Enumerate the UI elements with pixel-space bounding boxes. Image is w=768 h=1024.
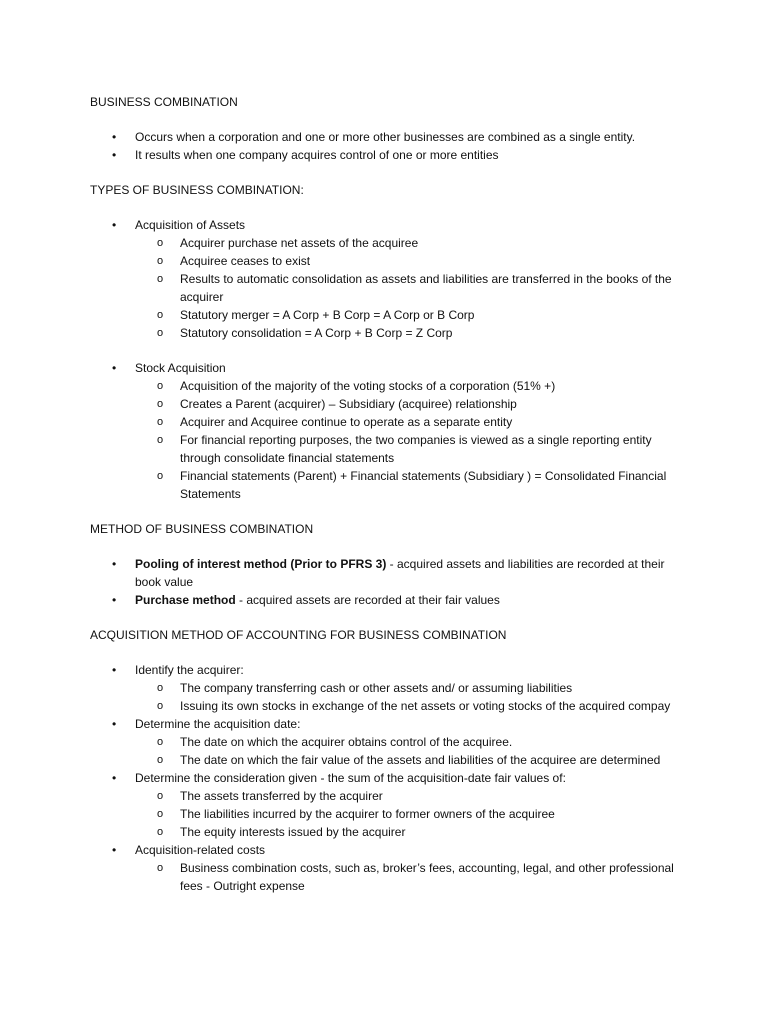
sub-list-item-text: The date on which the acquirer obtains control of the acquiree. <box>180 735 513 749</box>
sub-bullet: o <box>157 682 164 694</box>
sub-list-item <box>90 395 680 413</box>
bullet: • <box>112 843 117 857</box>
sub-bullet: o <box>157 416 164 428</box>
list-item-acquisition-of-assets <box>90 216 680 359</box>
sub-list-item <box>90 823 680 841</box>
list-item-text: Determine the acquisition date: <box>135 717 301 731</box>
sub-bullet: o <box>157 327 164 339</box>
sub-list-item-text: The liabilities incurred by the acquirer to former owners of the acquiree <box>180 807 555 821</box>
sub-list-item <box>90 787 680 805</box>
sub-bullet: o <box>157 700 164 712</box>
sub-list-item-text: Statutory merger = A Corp + B Corp = A Corp or B Corp <box>180 308 475 322</box>
sub-list-item <box>90 324 680 342</box>
sub-bullet: o <box>157 862 164 874</box>
list-item-acquisition-costs <box>90 841 680 895</box>
method-description: - acquired assets are recorded at their fair values <box>235 593 500 607</box>
bullet-list-methods <box>90 555 680 609</box>
sub-bullet: o <box>157 309 164 321</box>
sub-list-item <box>90 679 680 697</box>
sub-bullet: o <box>157 380 164 392</box>
method-description: - acquired assets and liabilities are recorded at their book value <box>135 557 665 589</box>
bullet-list-types <box>90 216 680 503</box>
sub-list-item-text: Acquirer purchase net assets of the acquiree <box>180 236 419 250</box>
sub-list-item <box>90 431 680 467</box>
bullet: • <box>112 218 117 232</box>
bullet: • <box>112 663 117 677</box>
sub-list-item-text: Acquirer and Acquiree continue to operate as a separate entity <box>180 415 513 429</box>
bullet: • <box>112 771 117 785</box>
sub-list-item-text: Statutory consolidation = A Corp + B Corp = Z Corp <box>180 326 453 340</box>
sub-list <box>135 787 680 841</box>
sub-list-item-text: The equity interests issued by the acquirer <box>180 825 406 839</box>
sub-list-item <box>90 467 680 503</box>
list-item-text: It results when one company acquires control of one or more entities <box>135 148 499 162</box>
sub-list-item-text: The company transferring cash or other assets and/ or assuming liabilities <box>180 681 573 695</box>
sub-list <box>135 733 680 769</box>
sub-bullet: o <box>157 434 164 446</box>
sub-bullet: o <box>157 470 164 482</box>
sub-bullet: o <box>157 754 164 766</box>
sub-list-item-text: The date on which the fair value of the assets and liabilities of the acquiree are determined <box>180 753 661 767</box>
bullet: • <box>112 361 117 375</box>
sub-bullet: o <box>157 826 164 838</box>
sub-bullet: o <box>157 398 164 410</box>
heading-business-combination: BUSINESS COMBINATION <box>90 95 238 109</box>
sub-bullet: o <box>157 273 164 285</box>
sub-list-item <box>90 270 680 306</box>
sub-list-item <box>90 859 680 895</box>
sub-bullet: o <box>157 237 164 249</box>
list-item-text: Determine the consideration given - the sum of the acquisition-date fair values of: <box>135 771 566 785</box>
heading-types: TYPES OF BUSINESS COMBINATION: <box>90 183 304 197</box>
list-item-text: Acquisition-related costs <box>135 843 266 857</box>
list-item-text: Acquisition of Assets <box>135 218 246 232</box>
sub-list <box>135 679 680 715</box>
sub-bullet: o <box>157 736 164 748</box>
bullet-list-acquisition-steps <box>90 661 680 895</box>
sub-list-item <box>90 234 680 252</box>
sub-list <box>135 377 680 503</box>
list-item-identify-acquirer <box>90 661 680 715</box>
list-item-stock-acquisition <box>90 359 680 503</box>
bullet: • <box>112 557 117 571</box>
sub-list-item <box>90 751 680 769</box>
document-body <box>90 93 680 895</box>
heading-method: METHOD OF BUSINESS COMBINATION <box>90 522 314 536</box>
sub-list-item <box>90 377 680 395</box>
list-item-text: Occurs when a corporation and one or more other businesses are combined as a single entity. <box>135 130 636 144</box>
sub-list-item-text: Results to automatic consolidation as assets and liabilities are transferred in the books of the acquirer <box>180 272 672 304</box>
sub-bullet: o <box>157 808 164 820</box>
sub-list-item <box>90 805 680 823</box>
sub-list-item <box>90 252 680 270</box>
sub-list-item-text: For financial reporting purposes, the two companies is viewed as a single reporting entity through consolidate financial statements <box>180 433 652 465</box>
sub-list-item-text: Business combination costs, such as, broker’s fees, accounting, legal, and other professional fees - Outright expense <box>180 861 674 893</box>
bullet: • <box>112 593 117 607</box>
bullet: • <box>112 130 117 144</box>
bullet: • <box>112 717 117 731</box>
sub-bullet: o <box>157 255 164 267</box>
list-item-purchase <box>90 591 680 609</box>
method-name: Purchase method <box>135 593 236 607</box>
list-item <box>90 146 680 164</box>
heading-acquisition-method: ACQUISITION METHOD OF ACCOUNTING FOR BUSINESS COMBINATION <box>90 628 507 642</box>
list-item-acquisition-date <box>90 715 680 769</box>
sub-list-item <box>90 733 680 751</box>
sub-list-item-text: Issuing its own stocks in exchange of the net assets or voting stocks of the acquired compay <box>180 699 671 713</box>
sub-list <box>135 859 680 895</box>
sub-list-item <box>90 306 680 324</box>
sub-list-item-text: The assets transferred by the acquirer <box>180 789 383 803</box>
method-name: Pooling of interest method (Prior to PFRS 3) <box>135 557 387 571</box>
sub-list-item <box>90 697 680 715</box>
sub-bullet: o <box>157 790 164 802</box>
list-item-text: Stock Acquisition <box>135 361 226 375</box>
list-item <box>90 128 680 146</box>
list-item-pooling <box>90 555 680 591</box>
sub-list-item <box>90 413 680 431</box>
bullet: • <box>112 148 117 162</box>
list-item-text: Identify the acquirer: <box>135 663 244 677</box>
sub-list <box>135 234 680 342</box>
list-item-consideration <box>90 769 680 841</box>
bullet-list-definition <box>90 128 680 164</box>
sub-list-item-text: Acquiree ceases to exist <box>180 254 311 268</box>
sub-list-item-text: Acquisition of the majority of the voting stocks of a corporation (51% +) <box>180 379 556 393</box>
sub-list-item-text: Creates a Parent (acquirer) – Subsidiary (acquiree) relationship <box>180 397 517 411</box>
sub-list-item-text: Financial statements (Parent) + Financial statements (Subsidiary ) = Consolidated Financial Statements <box>180 469 667 501</box>
